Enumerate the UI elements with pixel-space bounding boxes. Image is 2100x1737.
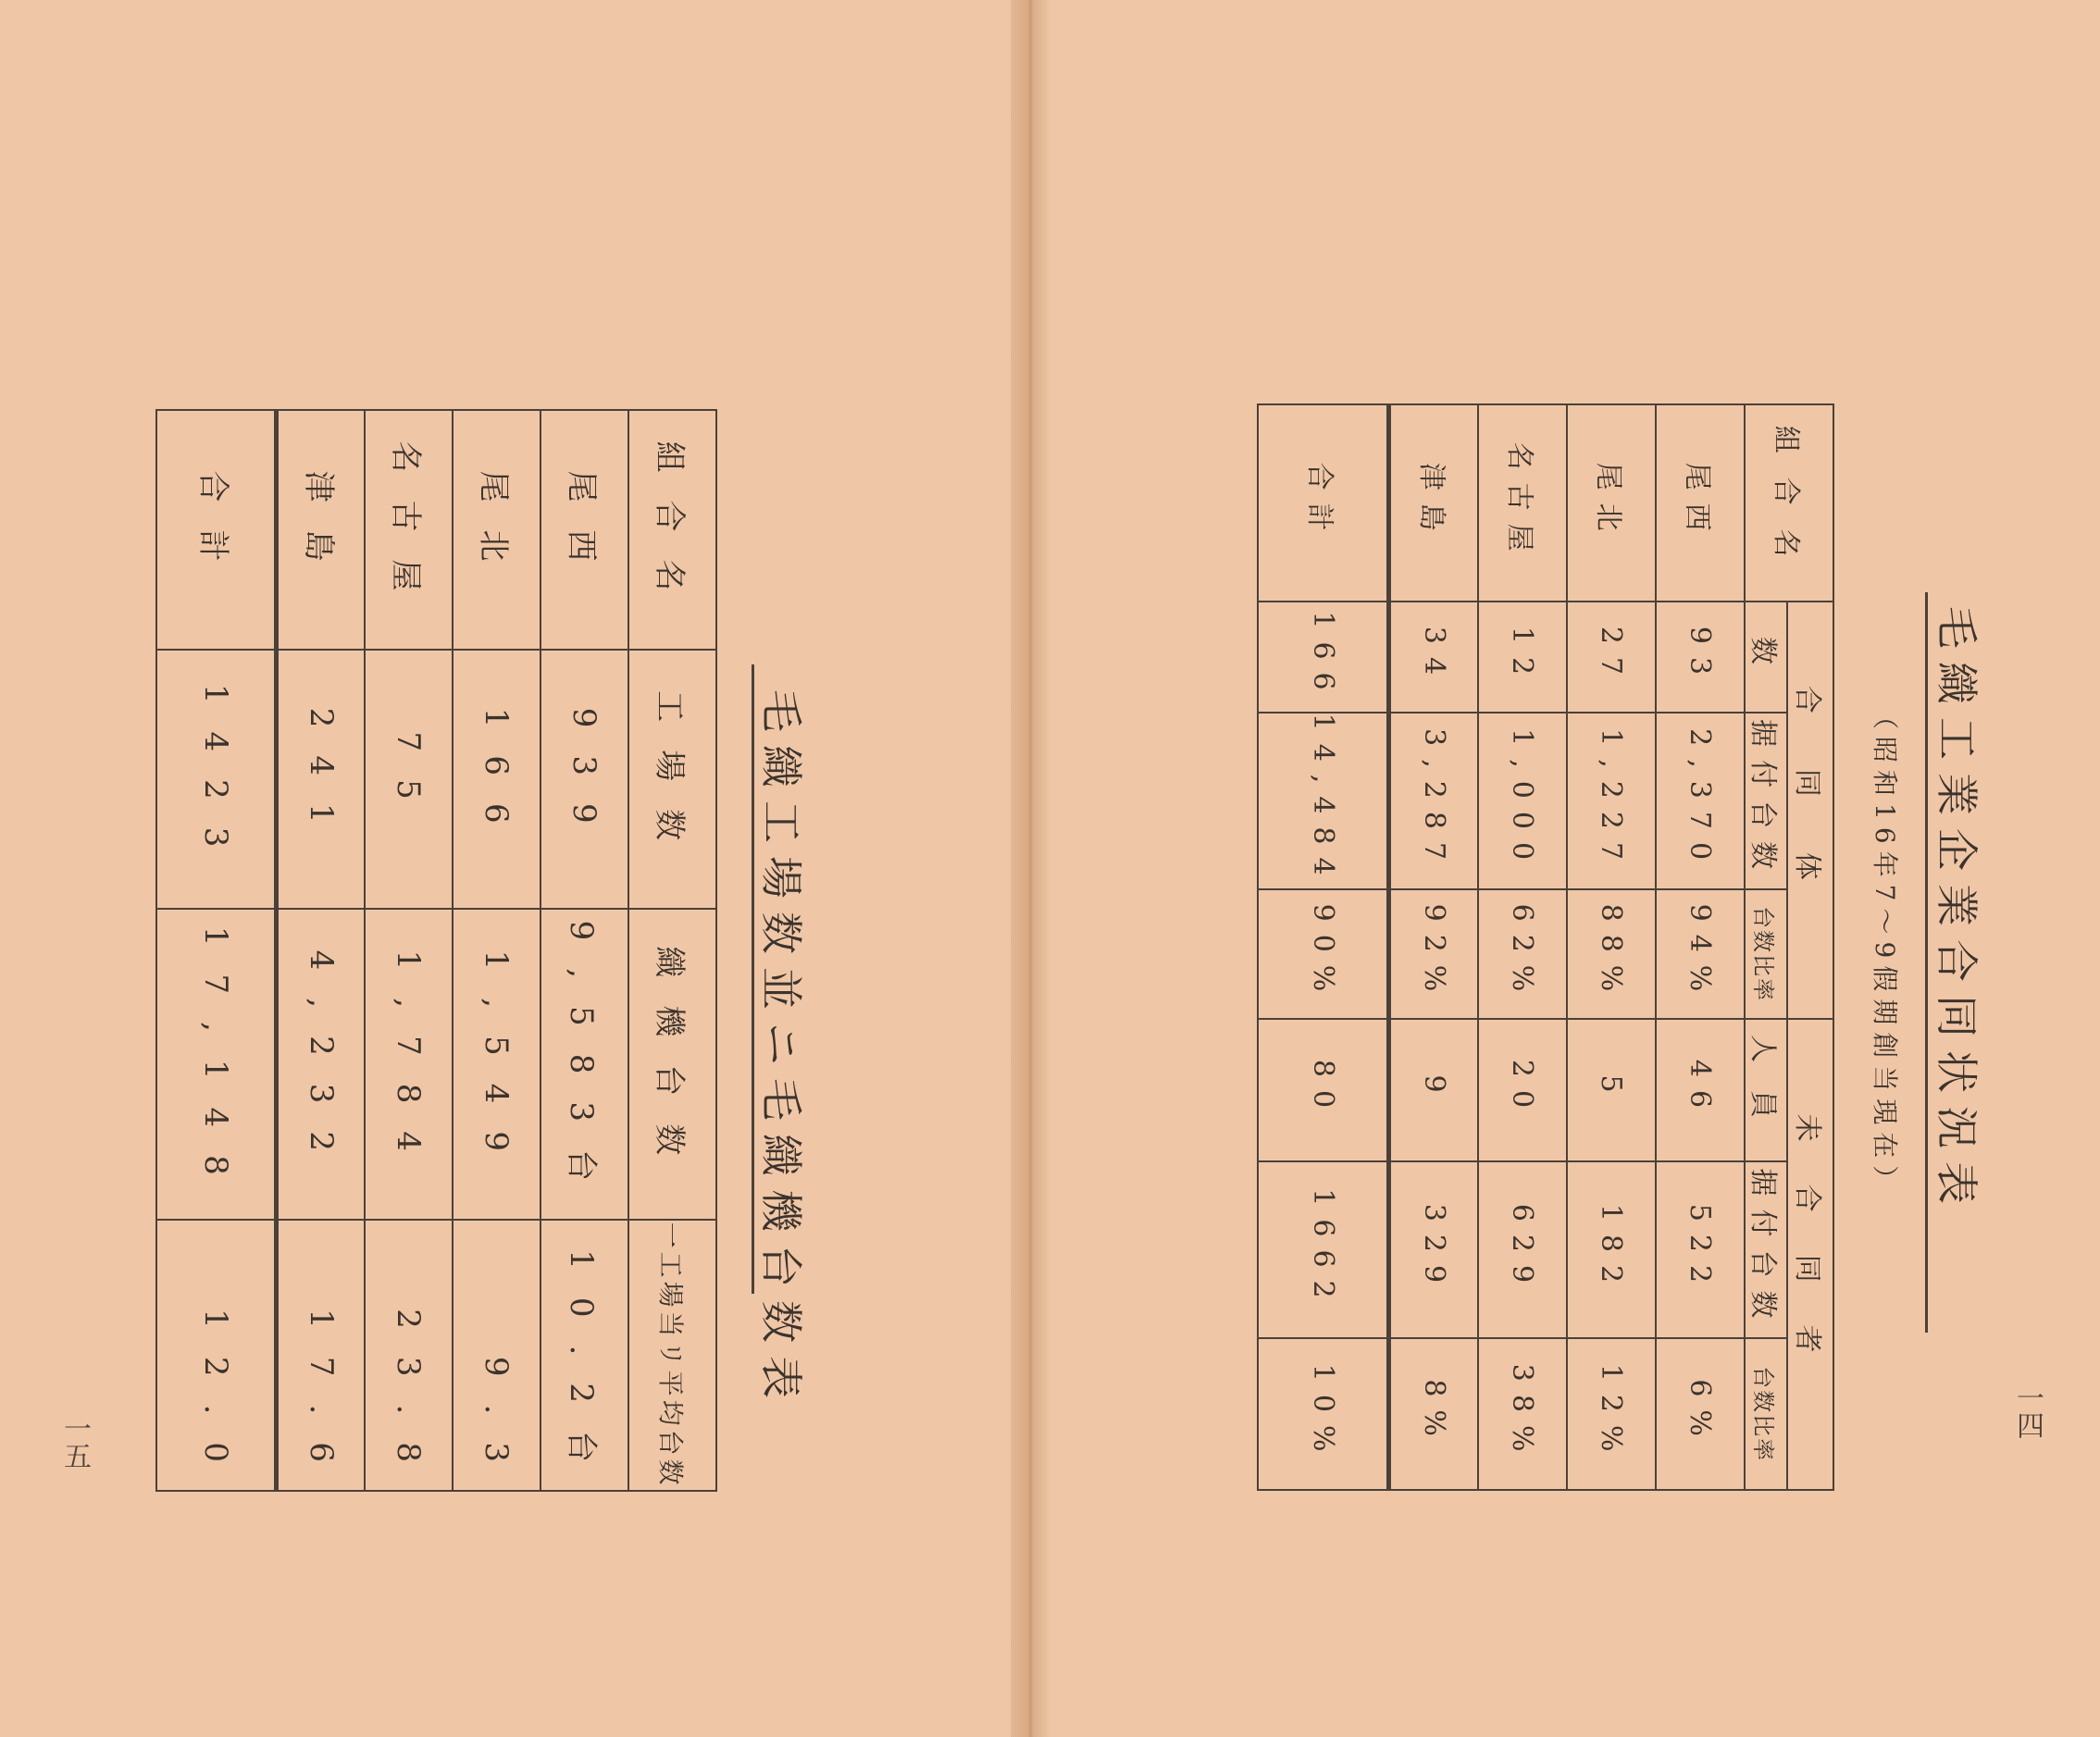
cell: 62% — [1478, 889, 1567, 1020]
table-header-row — [628, 410, 716, 1491]
cell: 名古屋 — [1478, 404, 1567, 602]
cell: 津島 — [1389, 404, 1478, 602]
cell: 93 — [1656, 602, 1745, 712]
cell: 46 — [1656, 1019, 1745, 1160]
title-underline — [1925, 592, 1928, 1333]
cell: 17,148 — [156, 909, 277, 1220]
table-row — [277, 410, 365, 1491]
cell: 75 — [365, 650, 453, 909]
cell: 34 — [1389, 602, 1478, 712]
cell: 14,484 — [1258, 713, 1389, 889]
header-unmerged: 未合同者 — [1787, 1019, 1833, 1490]
cell: 8% — [1389, 1338, 1478, 1490]
cell: 1662 — [1258, 1161, 1389, 1339]
cell: 合計 — [1258, 404, 1389, 602]
page-number: 一五 — [58, 1414, 91, 1470]
table-row — [453, 410, 541, 1491]
cell: 17.6 — [277, 1220, 365, 1491]
cell: 10% — [1258, 1338, 1389, 1490]
table-row — [365, 410, 453, 1491]
loom-count-table — [155, 409, 717, 1492]
cell: 合計 — [156, 410, 277, 650]
header-factories: 工場数 — [628, 650, 716, 909]
cell: 9 — [1389, 1019, 1478, 1160]
cell: 80 — [1258, 1019, 1389, 1160]
cell: 2,370 — [1656, 713, 1745, 889]
page-title: 毛織工業企業合同状況表 — [1932, 606, 1982, 1217]
table-row — [1656, 404, 1745, 1490]
cell: 522 — [1656, 1161, 1745, 1339]
cell: 23.8 — [365, 1220, 453, 1491]
cell: 629 — [1478, 1161, 1567, 1339]
cell: 9,583台 — [541, 909, 628, 1220]
table-total-row — [156, 410, 277, 1491]
cell: 4,232 — [277, 909, 365, 1220]
cell: 10.2台 — [541, 1220, 628, 1491]
header-union: 組合名 — [628, 410, 716, 650]
cell: 1,549 — [453, 909, 541, 1220]
cell: 166 — [1258, 602, 1389, 712]
cell: 1,000 — [1478, 713, 1567, 889]
cell: 38% — [1478, 1338, 1567, 1490]
cell: 241 — [277, 650, 365, 909]
left-table-block — [155, 409, 717, 1492]
cell: 90% — [1258, 889, 1389, 1020]
book-gutter — [1011, 0, 1050, 1737]
table-total-row — [1258, 404, 1389, 1490]
cell: 27 — [1567, 602, 1656, 712]
cell: 1423 — [156, 650, 277, 909]
cell: 尾西 — [1656, 404, 1745, 602]
cell: 12.0 — [156, 1220, 277, 1491]
cell: 329 — [1389, 1161, 1478, 1339]
cell: 92% — [1389, 889, 1478, 1020]
subheader: 据付台数 — [1745, 713, 1787, 889]
cell: 6% — [1656, 1338, 1745, 1490]
cell: 9.3 — [453, 1220, 541, 1491]
cell: 5 — [1567, 1019, 1656, 1160]
cell: 尾北 — [453, 410, 541, 650]
cell: 津島 — [277, 410, 365, 650]
cell: 3,287 — [1389, 713, 1478, 889]
cell: 1,784 — [365, 909, 453, 1220]
cell: 182 — [1567, 1161, 1656, 1339]
subheader: 台数比率 — [1745, 1338, 1787, 1490]
merger-status-table — [1257, 403, 1834, 1491]
cell: 20 — [1478, 1019, 1567, 1160]
table-row — [1567, 404, 1656, 1490]
header-union: 組合名 — [1745, 404, 1833, 602]
cell: 94% — [1656, 889, 1745, 1020]
subheader: 据付台数 — [1745, 1161, 1787, 1339]
right-table-block — [1257, 403, 1834, 1491]
table-header-row — [1787, 404, 1833, 1490]
header-merged: 合同体 — [1787, 602, 1833, 1019]
title-underline — [752, 664, 754, 1294]
table-row — [1478, 404, 1567, 1490]
cell: 166 — [453, 650, 541, 909]
cell: 1,227 — [1567, 713, 1656, 889]
cell: 名古屋 — [365, 410, 453, 650]
cell: 尾西 — [541, 410, 628, 650]
page-title: 毛織工場数並ニ毛織機台数表 — [756, 689, 806, 1411]
cell: 尾北 — [1567, 404, 1656, 602]
subheader: 数 — [1745, 602, 1787, 712]
page-number: 一四 — [2011, 1383, 2044, 1439]
cell: 12 — [1478, 602, 1567, 712]
header-looms: 織機台数 — [628, 909, 716, 1220]
subheader: 台数比率 — [1745, 889, 1787, 1020]
table-row — [1389, 404, 1478, 1490]
cell: 12% — [1567, 1338, 1656, 1490]
table-row — [541, 410, 628, 1491]
page-subtitle: （昭和16年7～9假期創当現在） — [1870, 703, 1900, 1199]
subheader: 人員 — [1745, 1019, 1787, 1160]
header-average: 一工場当リ平均台数 — [628, 1220, 716, 1491]
cell: 939 — [541, 650, 628, 909]
cell: 88% — [1567, 889, 1656, 1020]
